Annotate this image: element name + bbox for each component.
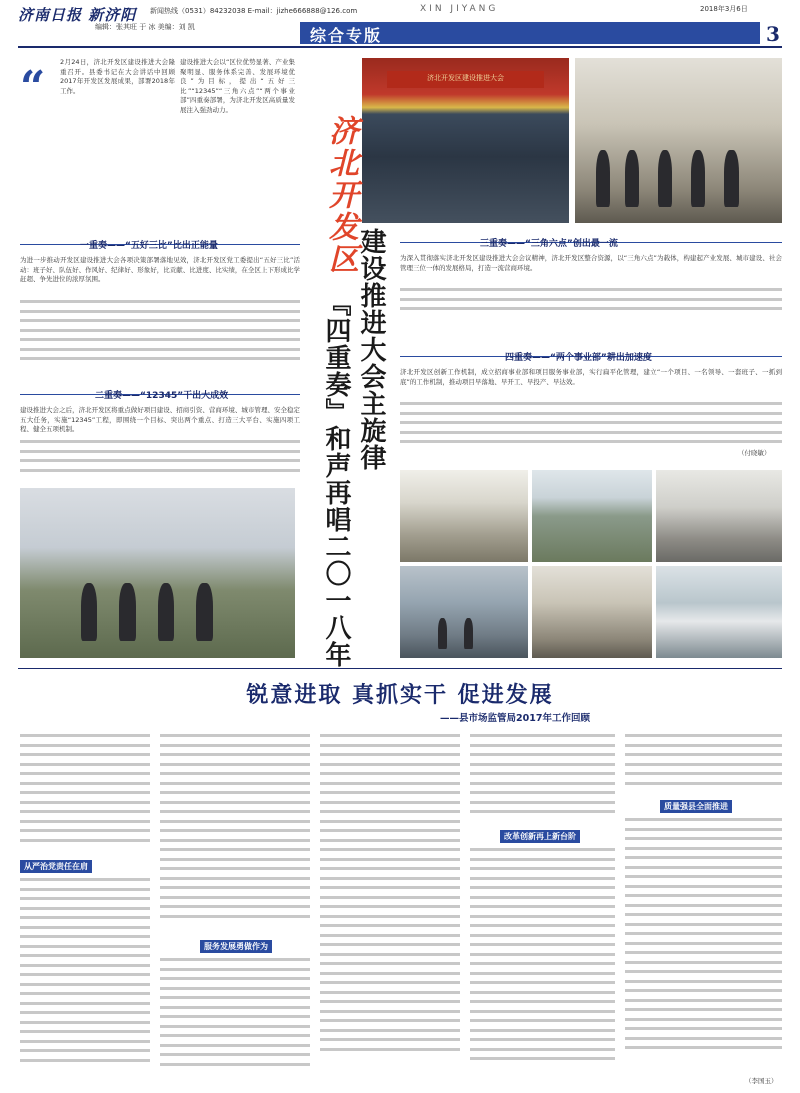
article-col-4-lines: [470, 734, 615, 824]
issue-date: 2018年3月6日: [700, 5, 748, 13]
conference-hall-photo: [362, 58, 569, 223]
inspection-photo: [575, 58, 782, 223]
photo-workshop: [532, 566, 652, 658]
article-col-4b-lines: [470, 848, 615, 1083]
intro-paragraph-1: 2月24日，济北开发区建设推进大会隆重召开。县委书记在大会讲话中回顾2017年开发区发展成果，部署2018年工作。: [60, 58, 175, 95]
section-4-text-lines: [400, 402, 782, 462]
feature-headline-line2: 『四重奏』和声再唱二〇一八年: [321, 290, 351, 668]
photo-sand-table: [656, 566, 782, 658]
feature-kicker: 济北开发区: [323, 115, 358, 275]
news-hotline: 新闻热线（0531）84232038 E-mail：jizhe666888@126.com: [150, 7, 358, 15]
section-3-text-lines: [400, 288, 782, 328]
section-2-text: 建设推进大会之后，济北开发区将重点做好项目建设、招商引资、营商环境、城市管理、安全稳定五大任务，实施“12345”工程，即围绕一个目标、突出两个重点、打造三大平台、实施四项工程、健全五项机制。: [20, 406, 300, 433]
box-head-3: 改革创新再上新台阶: [500, 830, 580, 843]
quote-mark-icon: “: [20, 62, 46, 113]
section-title: 综合专版: [310, 26, 383, 45]
box-head-2: 服务发展勇做作为: [200, 940, 272, 953]
subhead-2: 二重奏——“12345”干出大成效: [95, 391, 229, 401]
section-3-text: 为深入贯彻落实济北开发区建设推进大会会议精神，济北开发区整合资源，以“三角六点”为载体，构建起产业发展、城市建设、社会管理三位一体的发展格局，打造一流营商环境。: [400, 254, 782, 272]
subhead-4: 四重奏——“两个事业部”耕出加速度: [505, 353, 652, 363]
article-col-1b-lines: [20, 878, 150, 1083]
article-col-1-lines: [20, 734, 150, 854]
section-1-text: 为进一步推动开发区建设推进大会各项决策部署落地见效，济北开发区党工委提出“五好三比”活动：班子好、队伍好、作风好、纪律好、形象好，比贡献、比进度、比实绩，在全区上下形成比学赶超、争先进位的浓厚氛围。: [20, 256, 300, 283]
article-col-3-lines: [320, 734, 460, 1083]
photo-warehouse: [400, 470, 528, 562]
article-col-2-lines: [160, 734, 310, 934]
intro-paragraph-2: 建设推进大会以“区位优势显著、产业集聚明显、服务体系完善、发展环境优良”为目标，提出“五好三比”“12345”“三角六点”“两个事业部”四重奏部署，为济北开发区高质量发展注入强劲动力。: [180, 58, 295, 114]
article-col-2b-lines: [160, 958, 310, 1083]
page-number: 3: [766, 22, 780, 46]
editor-credits: 编辑：张其旺 于 冰 美编：刘 凯: [95, 23, 195, 31]
article-col-5-lines: [625, 734, 782, 794]
subhead-1: 一重奏——“五好三比”比出正能量: [80, 241, 218, 251]
article-subtitle: ——县市场监管局2017年工作回顾: [440, 713, 590, 724]
photo-factory: [656, 470, 782, 562]
feature-headline-line1: 建设推进大会主旋律: [356, 228, 386, 471]
section-divider: [18, 668, 782, 669]
top-rule: [18, 46, 782, 48]
photo-greenhouse: [532, 470, 652, 562]
field-visit-photo: [20, 488, 295, 658]
newspaper-logo: 济南日报 新济阳: [18, 6, 137, 24]
article-col-5b-lines: [625, 818, 782, 1073]
xinjiyang-label: XIN JIYANG: [420, 4, 499, 14]
section-2-text-lines: [20, 440, 300, 480]
hall-banner: 济北开发区建设推进大会: [387, 71, 544, 88]
photo-market: [400, 566, 528, 658]
section-4-text: 济北开发区创新工作机制，成立招商事业部和项目服务事业部，实行扁平化管理，建立“一个项目、一名领导、一套班子、一抓到底”的工作机制，推动项目早落地、早开工、早投产、早达效。: [400, 368, 782, 386]
article-headline: 锐意进取 真抓实干 促进发展: [246, 683, 554, 708]
article-author: （李国玉）: [745, 1077, 778, 1085]
box-head-4: 质量强县全面推进: [660, 800, 732, 813]
subhead-3: 三重奏——“三角六点”创出最一流: [480, 239, 618, 249]
feature-byline: （付晓敏）: [738, 449, 771, 457]
section-1-text-lines: [20, 300, 300, 370]
box-head-1: 从严治党责任在肩: [20, 860, 92, 873]
